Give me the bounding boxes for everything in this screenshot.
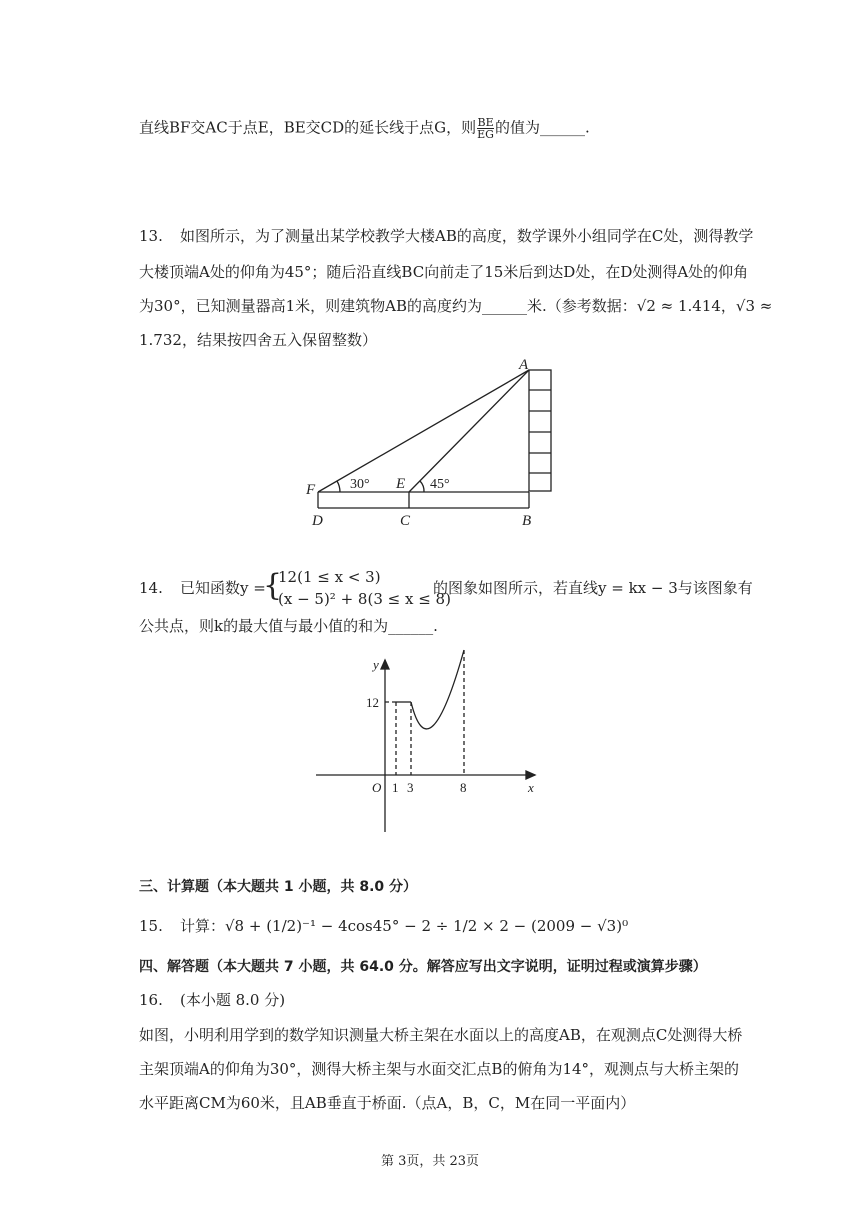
q12-frac-num: BE (477, 116, 494, 129)
q13-line4: 1.732，结果按四舍五入保留整数） (139, 331, 377, 349)
q13-line1: 如图所示，为了测量出某学校教学大楼AB的高度，数学课外小组同学在C处，测得教学 (180, 227, 754, 245)
parabola-curve (411, 650, 464, 729)
q16-line2: 主架顶端A的仰角为30°，测得大桥主架与水面交汇点B的俯角为14°，观测点与大桥主架的 (139, 1060, 740, 1078)
q13-line3: 为30°，已知测量器高1米，则建筑物AB的高度约为______米.（参考数据：√2 ≈ 1.414，√3 ≈ (139, 297, 773, 315)
q14-number: 14. (139, 579, 163, 597)
q13-line2: 大楼顶端A处的仰角为45°；随后沿直线BC向前走了15米后到达D处，在D处测得A处的仰角 (139, 263, 749, 281)
sight-line-f (318, 370, 529, 492)
q16-number: 16. (139, 991, 163, 1009)
label-c: C (400, 513, 411, 529)
section4-heading: 四、解答题（本大题共 7 小题，共 64.0 分。解答应写出文字说明，证明过程或演算步骤） (139, 959, 707, 975)
tick-12: 12 (366, 695, 379, 710)
q14-line2: 公共点，则k的最大值与最小值的和为______. (139, 617, 438, 635)
tick-3: 3 (407, 780, 414, 795)
angle-45: 45° (430, 477, 450, 492)
label-f: F (306, 482, 316, 498)
label-a: A (519, 357, 529, 373)
q12-after: 的值为______. (494, 118, 590, 137)
label-e: E (396, 476, 406, 492)
q15-number: 15. (139, 917, 163, 935)
tick-1: 1 (392, 780, 399, 795)
q14-brace: { (263, 568, 283, 603)
label-b: B (522, 513, 532, 529)
q12-tail: 直线BF交AC于点E，BE交CD的延长线于点G，则 (139, 118, 477, 137)
q14-graph (300, 645, 550, 835)
label-d: D (312, 513, 323, 529)
q15-text: 计算：√8 + (1/2)⁻¹ − 4cos45° − 2 ÷ 1/2 × 2 − (2009 − √3)⁰ (180, 917, 629, 935)
q14-case1: 12(1 ≤ x < 3) (278, 568, 381, 586)
y-label: y (373, 657, 379, 672)
q13-figure (300, 355, 560, 535)
q13-number: 13. (139, 227, 163, 245)
origin-label: O (372, 780, 382, 795)
angle-30: 30° (350, 477, 370, 492)
q14-case2: (x − 5)² + 8(3 ≤ x ≤ 8) (278, 590, 451, 608)
x-label: x (528, 780, 534, 795)
page-footer: 第 3页，共 23页 (380, 1154, 480, 1169)
q16-line1: 如图，小明利用学到的数学知识测量大桥主架在水面以上的高度AB，在观测点C处测得大桥 (139, 1026, 743, 1044)
q12-fraction (477, 117, 494, 140)
q12-frac-den: EG (477, 128, 494, 141)
q12-text (139, 117, 750, 140)
q16-score: (本小题 8.0 分) (180, 991, 286, 1009)
q14-after: 的图象如图所示，若直线y = kx − 3与该图象有 (433, 579, 753, 597)
q16-line3: 水平距离CM为60米，且AB垂直于桥面.（点A，B，C，M在同一平面内） (139, 1094, 636, 1112)
q14-lead: 已知函数y = (180, 579, 266, 597)
tick-8: 8 (460, 780, 467, 795)
sight-line-e (409, 370, 529, 492)
section3-heading: 三、计算题（本大题共 1 小题，共 8.0 分） (139, 879, 418, 895)
